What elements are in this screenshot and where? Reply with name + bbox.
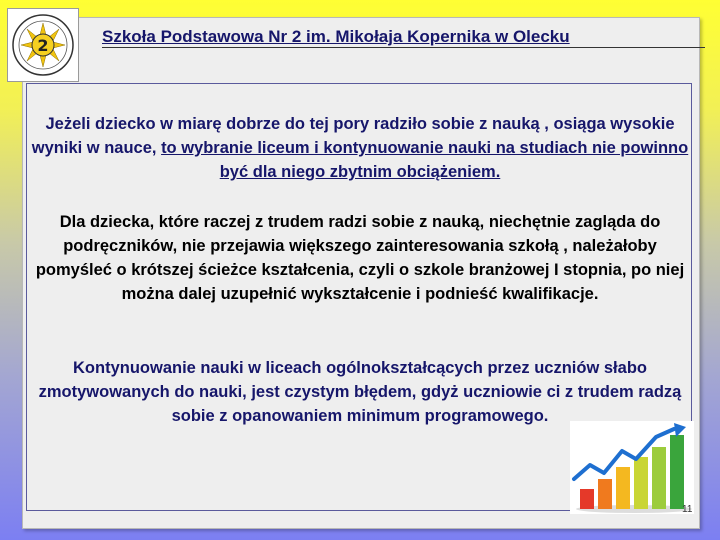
paragraph-2: Dla dziecka, które raczej z trudem radzi sobie z nauką, niechętnie zagląda do podręczników, nie przejawia większego zainteresowania szkołą , należałoby pomyśleć o krótszej ścieżce kształcenia, czyli o szkole branżowej I stopnia, po niej można dalej uzupełnić wykształcenie i podnieść kwalifikacje. bbox=[35, 213, 685, 303]
page-title: Szkoła Podstawowa Nr 2 im. Mikołaja Kopernika w Olecku bbox=[102, 27, 570, 46]
school-sun-logo-icon bbox=[10, 11, 76, 79]
paragraph-1 bbox=[30, 112, 690, 184]
logo-number: 2 bbox=[37, 36, 49, 55]
paragraph-1-text: Jeżeli dziecko w miarę dobrze do tej pory radziło sobie z nauką , osiąga wysokie wyniki w nauce, bbox=[31, 115, 675, 157]
header-divider bbox=[102, 47, 705, 48]
growth-chart-image bbox=[570, 421, 694, 514]
paragraph-1-underlined: to wybranie liceum i kontynuowanie nauki na studiach nie powinno być dla niego zbytnim obciążeniem. bbox=[161, 139, 689, 181]
school-logo bbox=[7, 8, 79, 82]
page-number: 11 bbox=[682, 504, 693, 515]
paragraph-3: Kontynuowanie nauki w liceach ogólnokształcących przez uczniów słabo zmotywowanych do nauki, jest czystym błędem, gdyż uczniowie ci z trudem radzą sobie z opanowaniem minimum programowego. bbox=[38, 359, 682, 425]
growth-bar-chart-arrow-icon bbox=[570, 421, 694, 514]
